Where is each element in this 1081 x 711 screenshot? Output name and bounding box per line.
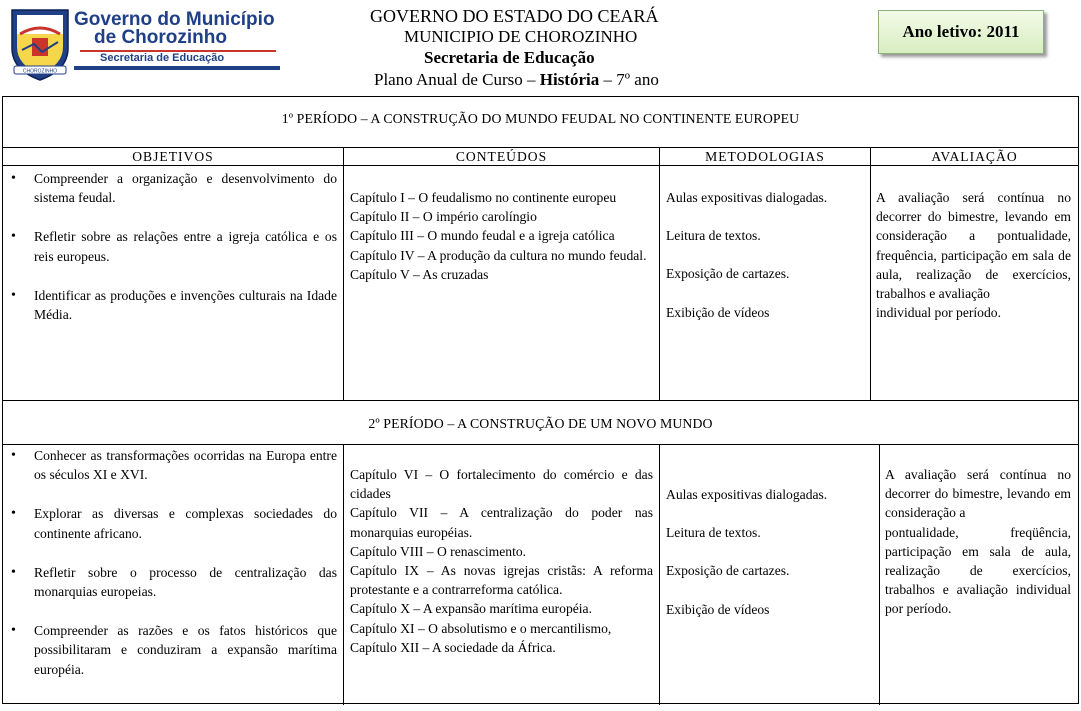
- row-divider: [3, 165, 1078, 166]
- municipality-logo: [8, 4, 276, 84]
- logo-subtitle: Secretaria de Educação: [80, 50, 276, 63]
- method-item: Aulas expositivas dialogadas.: [666, 487, 828, 502]
- objective-item: • Compreender as razões e os fatos históricos que possibilitaram e conduziram a expansão marítima européia.: [7, 621, 337, 679]
- content-item: Capítulo V – As cruzadas: [350, 266, 489, 282]
- content-item: Capítulo XI – O absolutismo e o mercantilismo,: [350, 620, 612, 636]
- school-year-badge: Ano letivo: 2011: [878, 10, 1044, 54]
- period2-title: 2º PERÍODO – A CONSTRUÇÃO DE UM NOVO MUNDO: [368, 416, 713, 431]
- objective-item: • Refletir sobre as relações entre a igreja católica e os reis europeus.: [7, 227, 337, 265]
- column-divider: [870, 147, 871, 400]
- period2-metodologias: [666, 485, 874, 619]
- row-divider: [3, 400, 1078, 401]
- period2-avaliacao: [885, 465, 1071, 619]
- period2-conteudos: [350, 465, 653, 657]
- row-divider: [3, 444, 1078, 445]
- content-item: Capítulo IV – A produção da cultura no mundo feudal.: [350, 247, 647, 263]
- column-header-conteudos: CONTEÚDOS: [455, 149, 548, 164]
- content-item: Capítulo III – O mundo feudal e a igreja católica: [350, 228, 615, 244]
- method-item: Exibição de vídeos: [666, 601, 770, 617]
- method-item: Leitura de textos.: [666, 525, 761, 541]
- content-item: Capítulo I – O feudalismo no continente europeu: [350, 190, 617, 205]
- column-header-avaliacao: AVALIAÇÃO: [931, 149, 1018, 164]
- column-divider: [343, 444, 344, 705]
- objective-item: • Compreender a organização e desenvolvimento do sistema feudal.: [7, 169, 337, 207]
- evaluation-text-start: A avaliação será contínua no decorrer do bimestre, levando em consideração a: [885, 467, 1071, 521]
- logo-title-line1: Governo do Município: [74, 9, 275, 30]
- objective-item: • Explorar as diversas e complexas sociedades do continente africano.: [7, 504, 337, 542]
- content-item: Capítulo VII – A centralização do poder nas monarquias européias.: [350, 505, 653, 540]
- logo-title-line2: de Chorozinho: [94, 27, 227, 48]
- method-item: Leitura de textos.: [666, 228, 761, 244]
- content-item: Capítulo II – O império carolíngio: [350, 209, 537, 225]
- period1-metodologias: [666, 188, 863, 322]
- method-item: Exibição de vídeos: [666, 304, 770, 320]
- evaluation-text-end: individual por período.: [876, 305, 1001, 321]
- header-state: GOVERNO DO ESTADO DO CEARÁ: [370, 6, 659, 26]
- period1-title: 1º PERÍODO – A CONSTRUÇÃO DO MUNDO FEUDAL NO CONTINENTE EUROPEU: [281, 111, 800, 126]
- shield-label: CHOROZINHO: [22, 68, 58, 75]
- logo-underline: [74, 66, 280, 70]
- header-secretariat: Secretaria de Educação: [424, 48, 595, 67]
- content-item: Capítulo VI – O fortalecimento do comércio e das cidades: [350, 467, 653, 502]
- shield-crest-icon: [8, 4, 72, 82]
- period1-avaliacao: [876, 188, 1071, 322]
- content-item: Capítulo XII – A sociedade da África.: [350, 639, 556, 655]
- evaluation-text: pontualidade, freqüência, participação em sala de aula, realização de exercícios, trabalhos e avaliação individual por período.: [885, 524, 1071, 617]
- course-plan-table: [2, 96, 1079, 704]
- objective-item: • Identificar as produções e invenções culturais na Idade Média.: [7, 286, 337, 324]
- method-item: Exposição de cartazes.: [666, 266, 790, 282]
- subject-name: História: [539, 70, 600, 89]
- column-header-metodologias: METODOLOGIAS: [705, 149, 825, 164]
- column-divider: [659, 147, 660, 400]
- objective-item: • Refletir sobre o processo de centralização das monarquias europeias.: [7, 563, 337, 601]
- method-item: Aulas expositivas dialogadas.: [666, 190, 828, 205]
- column-divider: [879, 444, 880, 705]
- column-divider: [659, 444, 660, 705]
- column-header-objetivos: OBJETIVOS: [132, 149, 214, 164]
- header-plan-title: Plano Anual de Curso – História – 7º ano: [374, 70, 659, 89]
- content-item: Capítulo X – A expansão marítima européia.: [350, 601, 592, 617]
- evaluation-text: A avaliação será contínua no decorrer do bimestre, levando em consideração a pontualidade, frequência, participação em sala de aula, realização de exercícios, trabalhos e avaliação: [876, 190, 1071, 302]
- period1-conteudos: [350, 188, 653, 284]
- content-item: Capítulo IX – As novas igrejas cristãs: A reforma protestante e a contrarreforma católica.: [350, 563, 653, 598]
- column-divider: [343, 147, 344, 400]
- period1-objetivos: [7, 169, 337, 344]
- content-item: Capítulo VIII – O renascimento.: [350, 543, 527, 559]
- period2-objetivos: [7, 446, 337, 679]
- header-municipality: MUNICIPIO DE CHOROZINHO: [404, 27, 638, 46]
- objective-item: • Conhecer as transformações ocorridas na Europa entre os séculos XI e XVI.: [7, 446, 337, 484]
- method-item: Exposição de cartazes.: [666, 563, 790, 579]
